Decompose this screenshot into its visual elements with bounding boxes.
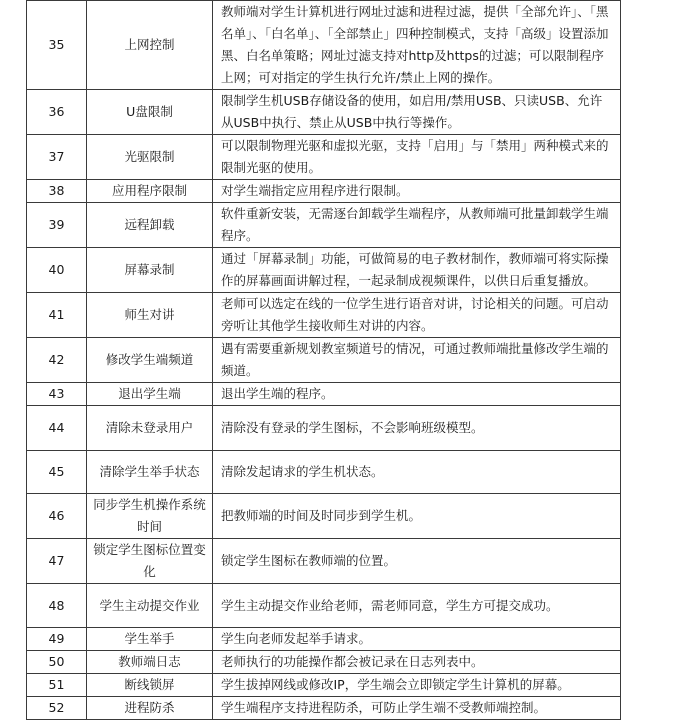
- table-row: [27, 90, 621, 135]
- function-description: 教师端对学生计算机进行网址过滤和进程过滤，提供「全部允许」、「黑名单」、「白名单」、「全部禁止」四种控制模式，支持「高级」设置添加黑、白名单策略；网址过滤支持对http及https的过滤；可以限制程序上网；可对指定的学生执行允许/禁止上网的操作。: [213, 1, 621, 90]
- function-description: 限制学生机USB存储设备的使用，如启用/禁用USB、只读USB、允许从USB中执行、禁止从USB中执行等操作。: [213, 90, 621, 135]
- table-row: [27, 406, 621, 451]
- function-name: 远程卸载: [87, 203, 213, 248]
- table-row: [27, 203, 621, 248]
- row-number: 45: [27, 451, 87, 494]
- function-name: 修改学生端频道: [87, 338, 213, 383]
- table-row: [27, 135, 621, 180]
- function-description: 学生端程序支持进程防杀，可防止学生端不受教师端控制。: [213, 697, 621, 720]
- function-description: 遇有需要重新规划教室频道号的情况，可通过教师端批量修改学生端的频道。: [213, 338, 621, 383]
- function-description: 学生向老师发起举手请求。: [213, 628, 621, 651]
- table-row: [27, 697, 621, 720]
- table-row: [27, 383, 621, 406]
- table-row: [27, 338, 621, 383]
- function-description: 老师可以选定在线的一位学生进行语音对讲，讨论相关的问题。可启动旁听让其他学生接收师生对讲的内容。: [213, 293, 621, 338]
- row-number: 37: [27, 135, 87, 180]
- function-description: 可以限制物理光驱和虚拟光驱，支持「启用」与「禁用」两种模式来的限制光驱的使用。: [213, 135, 621, 180]
- table-row: [27, 451, 621, 494]
- row-number: 46: [27, 494, 87, 539]
- function-name: 清除学生举手状态: [87, 451, 213, 494]
- function-name: 师生对讲: [87, 293, 213, 338]
- function-name: 上网控制: [87, 1, 213, 90]
- table-row: [27, 674, 621, 697]
- function-description: 清除发起请求的学生机状态。: [213, 451, 621, 494]
- function-description: 锁定学生图标在教师端的位置。: [213, 539, 621, 584]
- function-name: 屏幕录制: [87, 248, 213, 293]
- function-description: 对学生端指定应用程序进行限制。: [213, 180, 621, 203]
- function-name: 进程防杀: [87, 697, 213, 720]
- row-number: 40: [27, 248, 87, 293]
- row-number: 35: [27, 1, 87, 90]
- row-number: 39: [27, 203, 87, 248]
- table-row: [27, 651, 621, 674]
- function-name: 退出学生端: [87, 383, 213, 406]
- row-number: 41: [27, 293, 87, 338]
- feature-table: [26, 0, 621, 720]
- table-row: [27, 1, 621, 90]
- function-name: 断线锁屏: [87, 674, 213, 697]
- function-description: 学生拔掉网线或修改IP，学生端会立即锁定学生计算机的屏幕。: [213, 674, 621, 697]
- row-number: 51: [27, 674, 87, 697]
- function-description: 通过「屏幕录制」功能，可做简易的电子教材制作，教师端可将实际操作的屏幕画面讲解过程，一起录制成视频课件，以供日后重复播放。: [213, 248, 621, 293]
- function-name: 同步学生机操作系统时间: [87, 494, 213, 539]
- function-name: 学生举手: [87, 628, 213, 651]
- row-number: 48: [27, 584, 87, 628]
- row-number: 38: [27, 180, 87, 203]
- table-row: [27, 539, 621, 584]
- function-name: 锁定学生图标位置变化: [87, 539, 213, 584]
- function-description: 清除没有登录的学生图标，不会影响班级模型。: [213, 406, 621, 451]
- function-name: 学生主动提交作业: [87, 584, 213, 628]
- row-number: 52: [27, 697, 87, 720]
- function-name: 光驱限制: [87, 135, 213, 180]
- table-row: [27, 180, 621, 203]
- function-description: 退出学生端的程序。: [213, 383, 621, 406]
- row-number: 49: [27, 628, 87, 651]
- row-number: 44: [27, 406, 87, 451]
- row-number: 42: [27, 338, 87, 383]
- function-description: 把教师端的时间及时同步到学生机。: [213, 494, 621, 539]
- function-name: 清除未登录用户: [87, 406, 213, 451]
- function-name: U盘限制: [87, 90, 213, 135]
- table-row: [27, 584, 621, 628]
- function-description: 软件重新安装，无需逐台卸载学生端程序，从教师端可批量卸载学生端程序。: [213, 203, 621, 248]
- table-row: [27, 628, 621, 651]
- function-description: 学生主动提交作业给老师，需老师同意，学生方可提交成功。: [213, 584, 621, 628]
- row-number: 36: [27, 90, 87, 135]
- function-description: 老师执行的功能操作都会被记录在日志列表中。: [213, 651, 621, 674]
- row-number: 43: [27, 383, 87, 406]
- table-row: [27, 494, 621, 539]
- row-number: 47: [27, 539, 87, 584]
- function-name: 教师端日志: [87, 651, 213, 674]
- function-name: 应用程序限制: [87, 180, 213, 203]
- row-number: 50: [27, 651, 87, 674]
- table-row: [27, 293, 621, 338]
- table-row: [27, 248, 621, 293]
